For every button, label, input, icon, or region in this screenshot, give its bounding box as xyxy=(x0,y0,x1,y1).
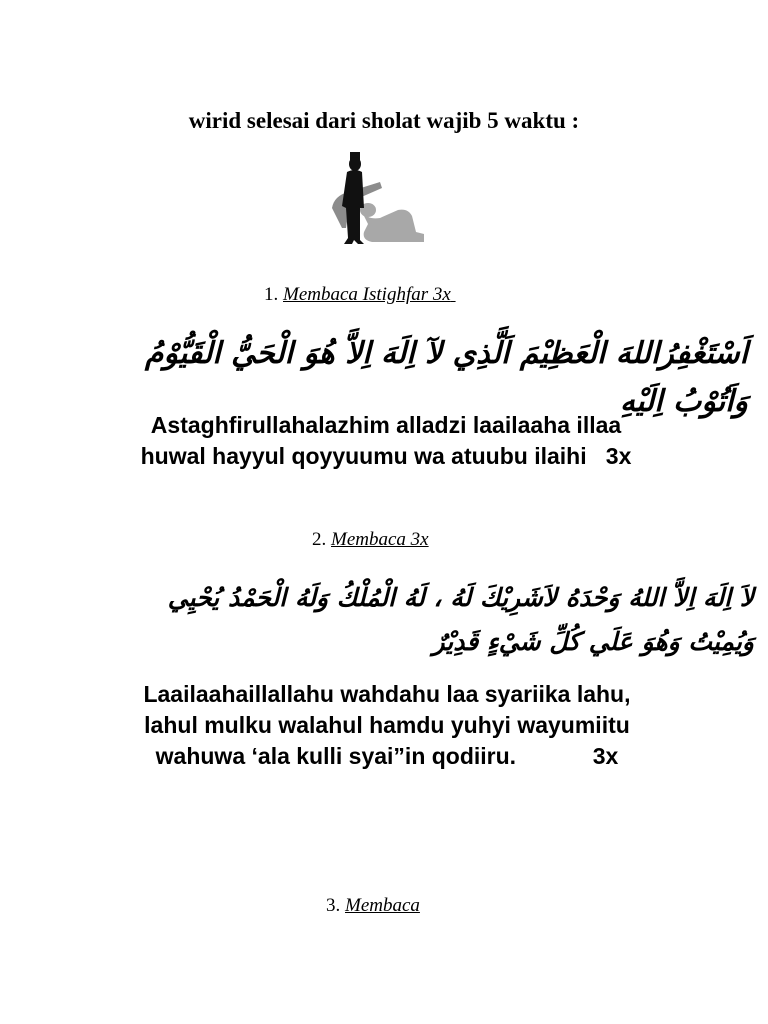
page-title: wirid selesai dari sholat wajib 5 waktu : xyxy=(188,108,580,133)
section-2-arabic: لاَ اِلَهَ اِلاَّ اللهُ وَحْدَهُ لاَشَرِيْكَ لَهُ ، لَهُ الْمُلْكُ وَلَهُ الْحَمْدُ يُحْيِي وَيُمِيْتُ وَهُوَ عَلَي كُلِّ شَيْءٍ قَدِيْرٌ xyxy=(167,583,754,656)
section-2-link[interactable]: Membaca 3x xyxy=(331,529,429,550)
section-1-arabic: اَسْتَغْفِرُاللهَ الْعَظِيْمَ اَلَّذِي لآ اِلَهَ اِلاَّ هُوَ الْحَيُّ الْقَيُّوْمُ وَاَتُوْبُ اِلَيْهِ xyxy=(144,336,748,419)
section-1-link-trail xyxy=(451,284,456,305)
section-2-latin-line: wahuwa ‘ala kulli syai”in qodiiru. 3x xyxy=(155,743,619,769)
section-1-latin xyxy=(96,410,676,472)
section-2-latin-line: Laailaahaillallahu wahdahu laa syariika lahu, xyxy=(143,681,631,707)
section-2-number: 2. xyxy=(312,529,327,550)
section-1-heading xyxy=(264,284,456,306)
praying-figures-icon xyxy=(328,148,440,252)
section-3-link[interactable]: Membaca xyxy=(345,895,420,916)
section-3-heading xyxy=(326,895,420,917)
section-2-latin xyxy=(92,679,682,772)
section-1-latin-line: Astaghfirullahalazhim alladzi laailaaha illaa xyxy=(150,412,622,438)
section-2-heading xyxy=(312,529,429,551)
section-1-link[interactable]: Membaca Istighfar 3x xyxy=(283,284,451,305)
section-3-number: 3. xyxy=(326,895,341,916)
section-1-latin-line: huwal hayyul qoyyuumu wa atuubu ilaihi 3x xyxy=(140,443,632,469)
section-2-latin-line: lahul mulku walahul hamdu yuhyi wayumiitu xyxy=(144,712,630,738)
section-1-number: 1. xyxy=(264,284,279,305)
